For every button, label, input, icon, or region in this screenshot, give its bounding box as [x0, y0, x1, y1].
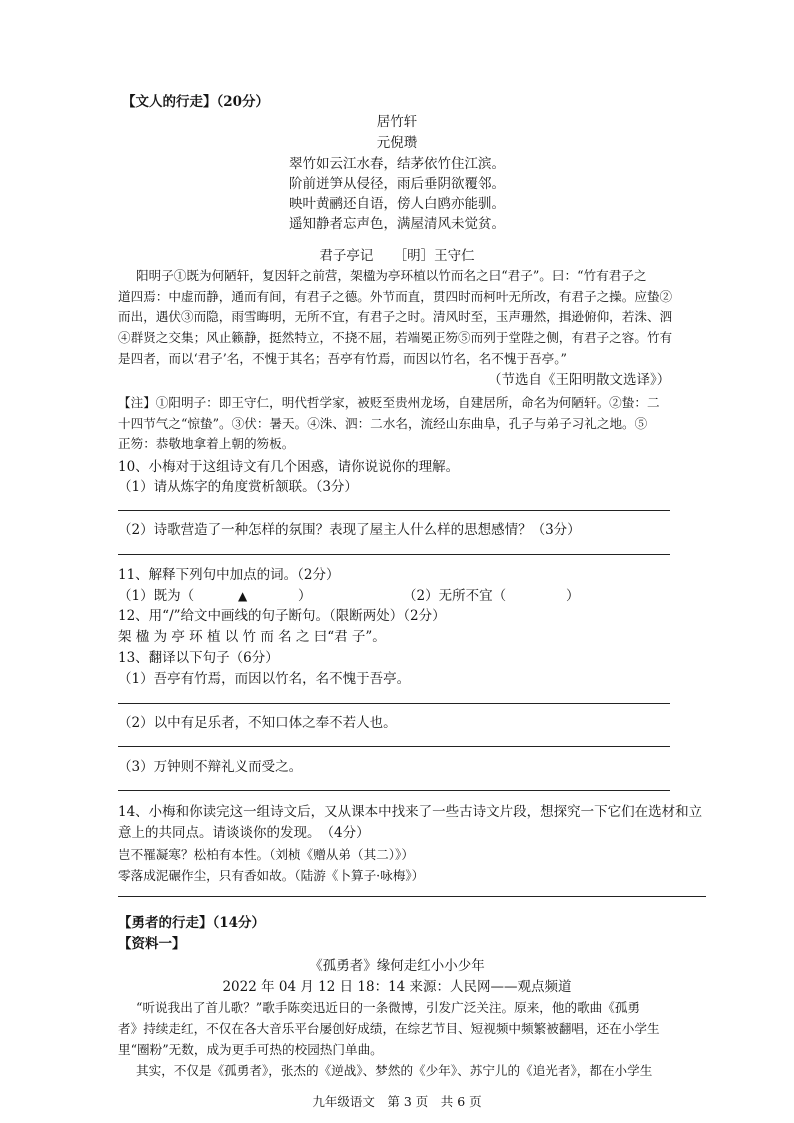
question-14-line1: 14、小梅和你读完这一组诗文后，又从课本中找来了一些古诗文片段，想探究一下它们在选材和立	[118, 804, 703, 820]
section-header-brave: 【勇者的行走】（14分）	[118, 915, 266, 931]
question-10-sub2: （2）诗歌营造了一种怎样的氛围？表现了屋主人什么样的思想感情？（3分）	[118, 522, 581, 538]
question-13-stem: 13、翻译以下句子（6分）	[118, 650, 279, 666]
prose-line: 是四者，而以‘君子’名，不愧于其名；吾亭有竹焉，而因以竹名，名不愧于吾亭。”	[118, 351, 567, 366]
article-meta: 2022 年 04 月 12 日 18：14 来源：人民网——观点频道	[222, 979, 572, 995]
prose-line: ④群贤之交集；风止籁静，挺然特立，不挠不屈，若端冕正笏⑤而列于堂陛之侧，有君子之容。竹有	[118, 330, 673, 345]
question-14-quote1: 岂不罹凝寒？松柏有本性。（刘桢《赠从弟（其二）》）	[118, 847, 414, 862]
question-13-sub1: （1）吾亭有竹焉，而因以竹名，名不愧于吾亭。	[118, 671, 411, 687]
question-11-stem: 11、解释下列句中加点的词。（2分）	[118, 567, 340, 583]
note-line: 正笏：恭敬地拿着上朝的笏板。	[118, 436, 295, 451]
poem-title: 居竹轩	[376, 114, 418, 130]
question-12-stem: 12、用“/”给文中画线的句子断句。（限断两处）（2分）	[118, 608, 446, 624]
question-11-item2: （2）无所不宜（	[403, 588, 507, 604]
prose-source: （节选自《王阳明散文选译》）	[488, 372, 671, 388]
poem-line: 遥知静者忘声色，满屋清风未觉贫。	[289, 216, 505, 232]
poem-line: 翠竹如云江水春，结茅依竹住江滨。	[289, 156, 505, 172]
note-line: 【注】①阳明子：即王守仁，明代哲学家，被贬至贵州龙场，自建居所，命名为何陋轩。②蛰：二	[118, 395, 660, 410]
prose-line: 道四焉：中虚而静，通而有间，有君子之德。外节而直，贯四时而柯叶无所改，有君子之操。应蛰②	[118, 289, 673, 304]
question-11-item1-end: ）	[298, 588, 312, 604]
answer-line[interactable]	[118, 510, 670, 511]
poem-line: 阶前迸笋从侵径，雨后垂阴欲覆邻。	[289, 176, 505, 192]
article-paragraph-line: 者》持续走红，不仅在各大音乐平台屡创好成绩，在综艺节目、短视频中频繁被翻唱，还在小学生	[118, 1021, 660, 1036]
poem-line: 映叶黄鹂还自语，傍人白鸥亦能驯。	[289, 196, 505, 212]
question-10-stem: 10、小梅对于这组诗文有几个困惑，请你说说你的理解。	[118, 459, 460, 475]
question-13-sub3: （3）万钟则不辩礼义而受之。	[118, 759, 303, 775]
answer-line[interactable]	[118, 703, 670, 704]
question-13-sub2: （2）以中有足乐者，不知口体之奉不若人也。	[118, 715, 397, 731]
triangle-marker-icon: ▲	[238, 589, 248, 603]
answer-line[interactable]	[118, 746, 670, 747]
poem-author: 元倪瓒	[376, 135, 418, 151]
question-11-item2-end: ）	[566, 588, 580, 604]
prose-title: 君子亭记 ［明］王守仁	[319, 248, 475, 264]
question-14-quote2: 零落成泥碾作尘，只有香如故。（陆游《卜算子·咏梅》）	[118, 868, 425, 883]
question-12-sentence: 架 楹 为 亭 环 植 以 竹 而 名 之 曰“君 子”。	[118, 629, 386, 645]
question-10-sub1: （1）请从炼字的角度赏析颔联。（3分）	[118, 479, 358, 495]
article-paragraph-line: “听说我出了首儿歌？”歌手陈奕迅近日的一条微博，引发广泛关注。原来，他的歌曲《孤勇	[136, 1000, 641, 1015]
note-line: 十四节气之“惊蛰”。③伏：暑天。④洙、泗：二水名，流经山东曲阜，孔子与弟子习礼之地。⑤	[118, 416, 648, 431]
answer-line[interactable]	[118, 790, 670, 791]
answer-line[interactable]	[118, 896, 706, 897]
section-header-scholar: 【文人的行走】（20分）	[122, 94, 270, 110]
article-paragraph-line: 里“圈粉”无数，成为更手可热的校园热门单曲。	[118, 1042, 383, 1057]
material-label: 【资料一】	[118, 936, 186, 952]
article-title: 《孤勇者》缘何走红小小少年	[309, 958, 485, 974]
answer-line[interactable]	[118, 554, 670, 555]
question-11-item1: （1）既为（	[118, 588, 195, 604]
prose-line: 而出，遇伏③而隐，雨雪晦明，无所不宜，有君子之时。清风时至，玉声珊然，揖逊俯仰，若洙、泗	[118, 309, 673, 324]
question-14-line2: 意上的共同点。请谈谈你的发现。 （4分）	[118, 825, 370, 841]
page-footer: 九年级语文 第 3 页 共 6 页	[312, 1094, 482, 1109]
prose-line: 阳明子①既为何陋轩，复因轩之前营，架楹为亭环植以竹而名之曰“君子”。曰：“竹有君子之	[136, 268, 647, 283]
article-paragraph-line: 其实，不仅是《孤勇者》，张杰的《逆战》、梦然的《少年》、苏宁儿的《追光者》，都在小学生	[136, 1063, 653, 1078]
